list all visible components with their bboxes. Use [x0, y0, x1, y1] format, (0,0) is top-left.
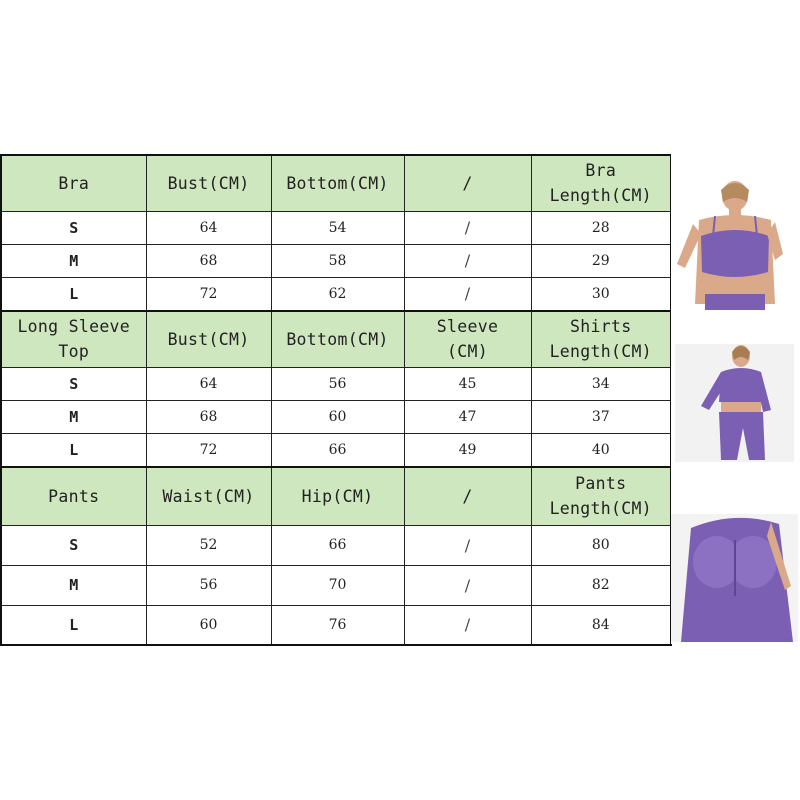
value-cell: 68 — [146, 244, 271, 277]
long-sleeve-top-size-table — [0, 310, 672, 468]
table-row — [1, 211, 671, 244]
value-cell: 30 — [531, 277, 671, 311]
table-row — [1, 433, 671, 467]
size-cell: M — [1, 244, 146, 277]
value-cell: 70 — [271, 565, 404, 605]
size-cell: S — [1, 211, 146, 244]
long-sleeve-top-product-photo — [671, 310, 798, 466]
value-cell: 60 — [146, 605, 271, 645]
value-cell: / — [404, 605, 531, 645]
header-cell: Bottom(CM) — [271, 311, 404, 367]
value-cell: 54 — [271, 211, 404, 244]
value-cell: / — [404, 565, 531, 605]
value-cell: 82 — [531, 565, 671, 605]
value-cell: / — [404, 244, 531, 277]
value-cell: 72 — [146, 433, 271, 467]
value-cell: 64 — [146, 211, 271, 244]
header-cell: Bra Length(CM) — [531, 155, 671, 211]
pants-product-photo — [671, 466, 798, 644]
value-cell: 62 — [271, 277, 404, 311]
table-row — [1, 367, 671, 400]
value-cell: 64 — [146, 367, 271, 400]
bra-product-photo — [671, 154, 798, 310]
value-cell: 45 — [404, 367, 531, 400]
value-cell: 72 — [146, 277, 271, 311]
header-cell: Long Sleeve Top — [1, 311, 146, 367]
value-cell: 52 — [146, 525, 271, 565]
value-cell: / — [404, 277, 531, 311]
table-row — [1, 400, 671, 433]
value-cell: 76 — [271, 605, 404, 645]
header-cell: / — [404, 467, 531, 525]
header-cell: Waist(CM) — [146, 467, 271, 525]
size-cell: L — [1, 433, 146, 467]
pants-size-table — [0, 466, 672, 646]
value-cell: 34 — [531, 367, 671, 400]
size-cell: S — [1, 367, 146, 400]
value-cell: 29 — [531, 244, 671, 277]
value-cell: 68 — [146, 400, 271, 433]
table-row — [1, 277, 671, 311]
value-cell: 49 — [404, 433, 531, 467]
value-cell: / — [404, 525, 531, 565]
size-cell: S — [1, 525, 146, 565]
size-cell: M — [1, 565, 146, 605]
size-cell: L — [1, 605, 146, 645]
value-cell: / — [404, 211, 531, 244]
table-row — [1, 605, 671, 645]
value-cell: 56 — [146, 565, 271, 605]
table-header-row — [1, 311, 671, 367]
table-header-row — [1, 467, 671, 525]
size-cell: L — [1, 277, 146, 311]
header-cell: Bust(CM) — [146, 155, 271, 211]
header-cell: Bra — [1, 155, 146, 211]
size-cell: M — [1, 400, 146, 433]
header-cell: Shirts Length(CM) — [531, 311, 671, 367]
table-row — [1, 525, 671, 565]
header-cell: Pants — [1, 467, 146, 525]
value-cell: 80 — [531, 525, 671, 565]
value-cell: 47 — [404, 400, 531, 433]
header-cell: Sleeve (CM) — [404, 311, 531, 367]
table-header-row — [1, 155, 671, 211]
value-cell: 28 — [531, 211, 671, 244]
value-cell: 60 — [271, 400, 404, 433]
header-cell: Pants Length(CM) — [531, 467, 671, 525]
header-cell: Hip(CM) — [271, 467, 404, 525]
header-cell: / — [404, 155, 531, 211]
value-cell: 58 — [271, 244, 404, 277]
bra-size-table — [0, 154, 672, 312]
value-cell: 84 — [531, 605, 671, 645]
header-cell: Bust(CM) — [146, 311, 271, 367]
value-cell: 56 — [271, 367, 404, 400]
header-cell: Bottom(CM) — [271, 155, 404, 211]
value-cell: 40 — [531, 433, 671, 467]
value-cell: 66 — [271, 525, 404, 565]
size-chart — [0, 154, 800, 644]
table-row — [1, 565, 671, 605]
value-cell: 37 — [531, 400, 671, 433]
table-row — [1, 244, 671, 277]
value-cell: 66 — [271, 433, 404, 467]
